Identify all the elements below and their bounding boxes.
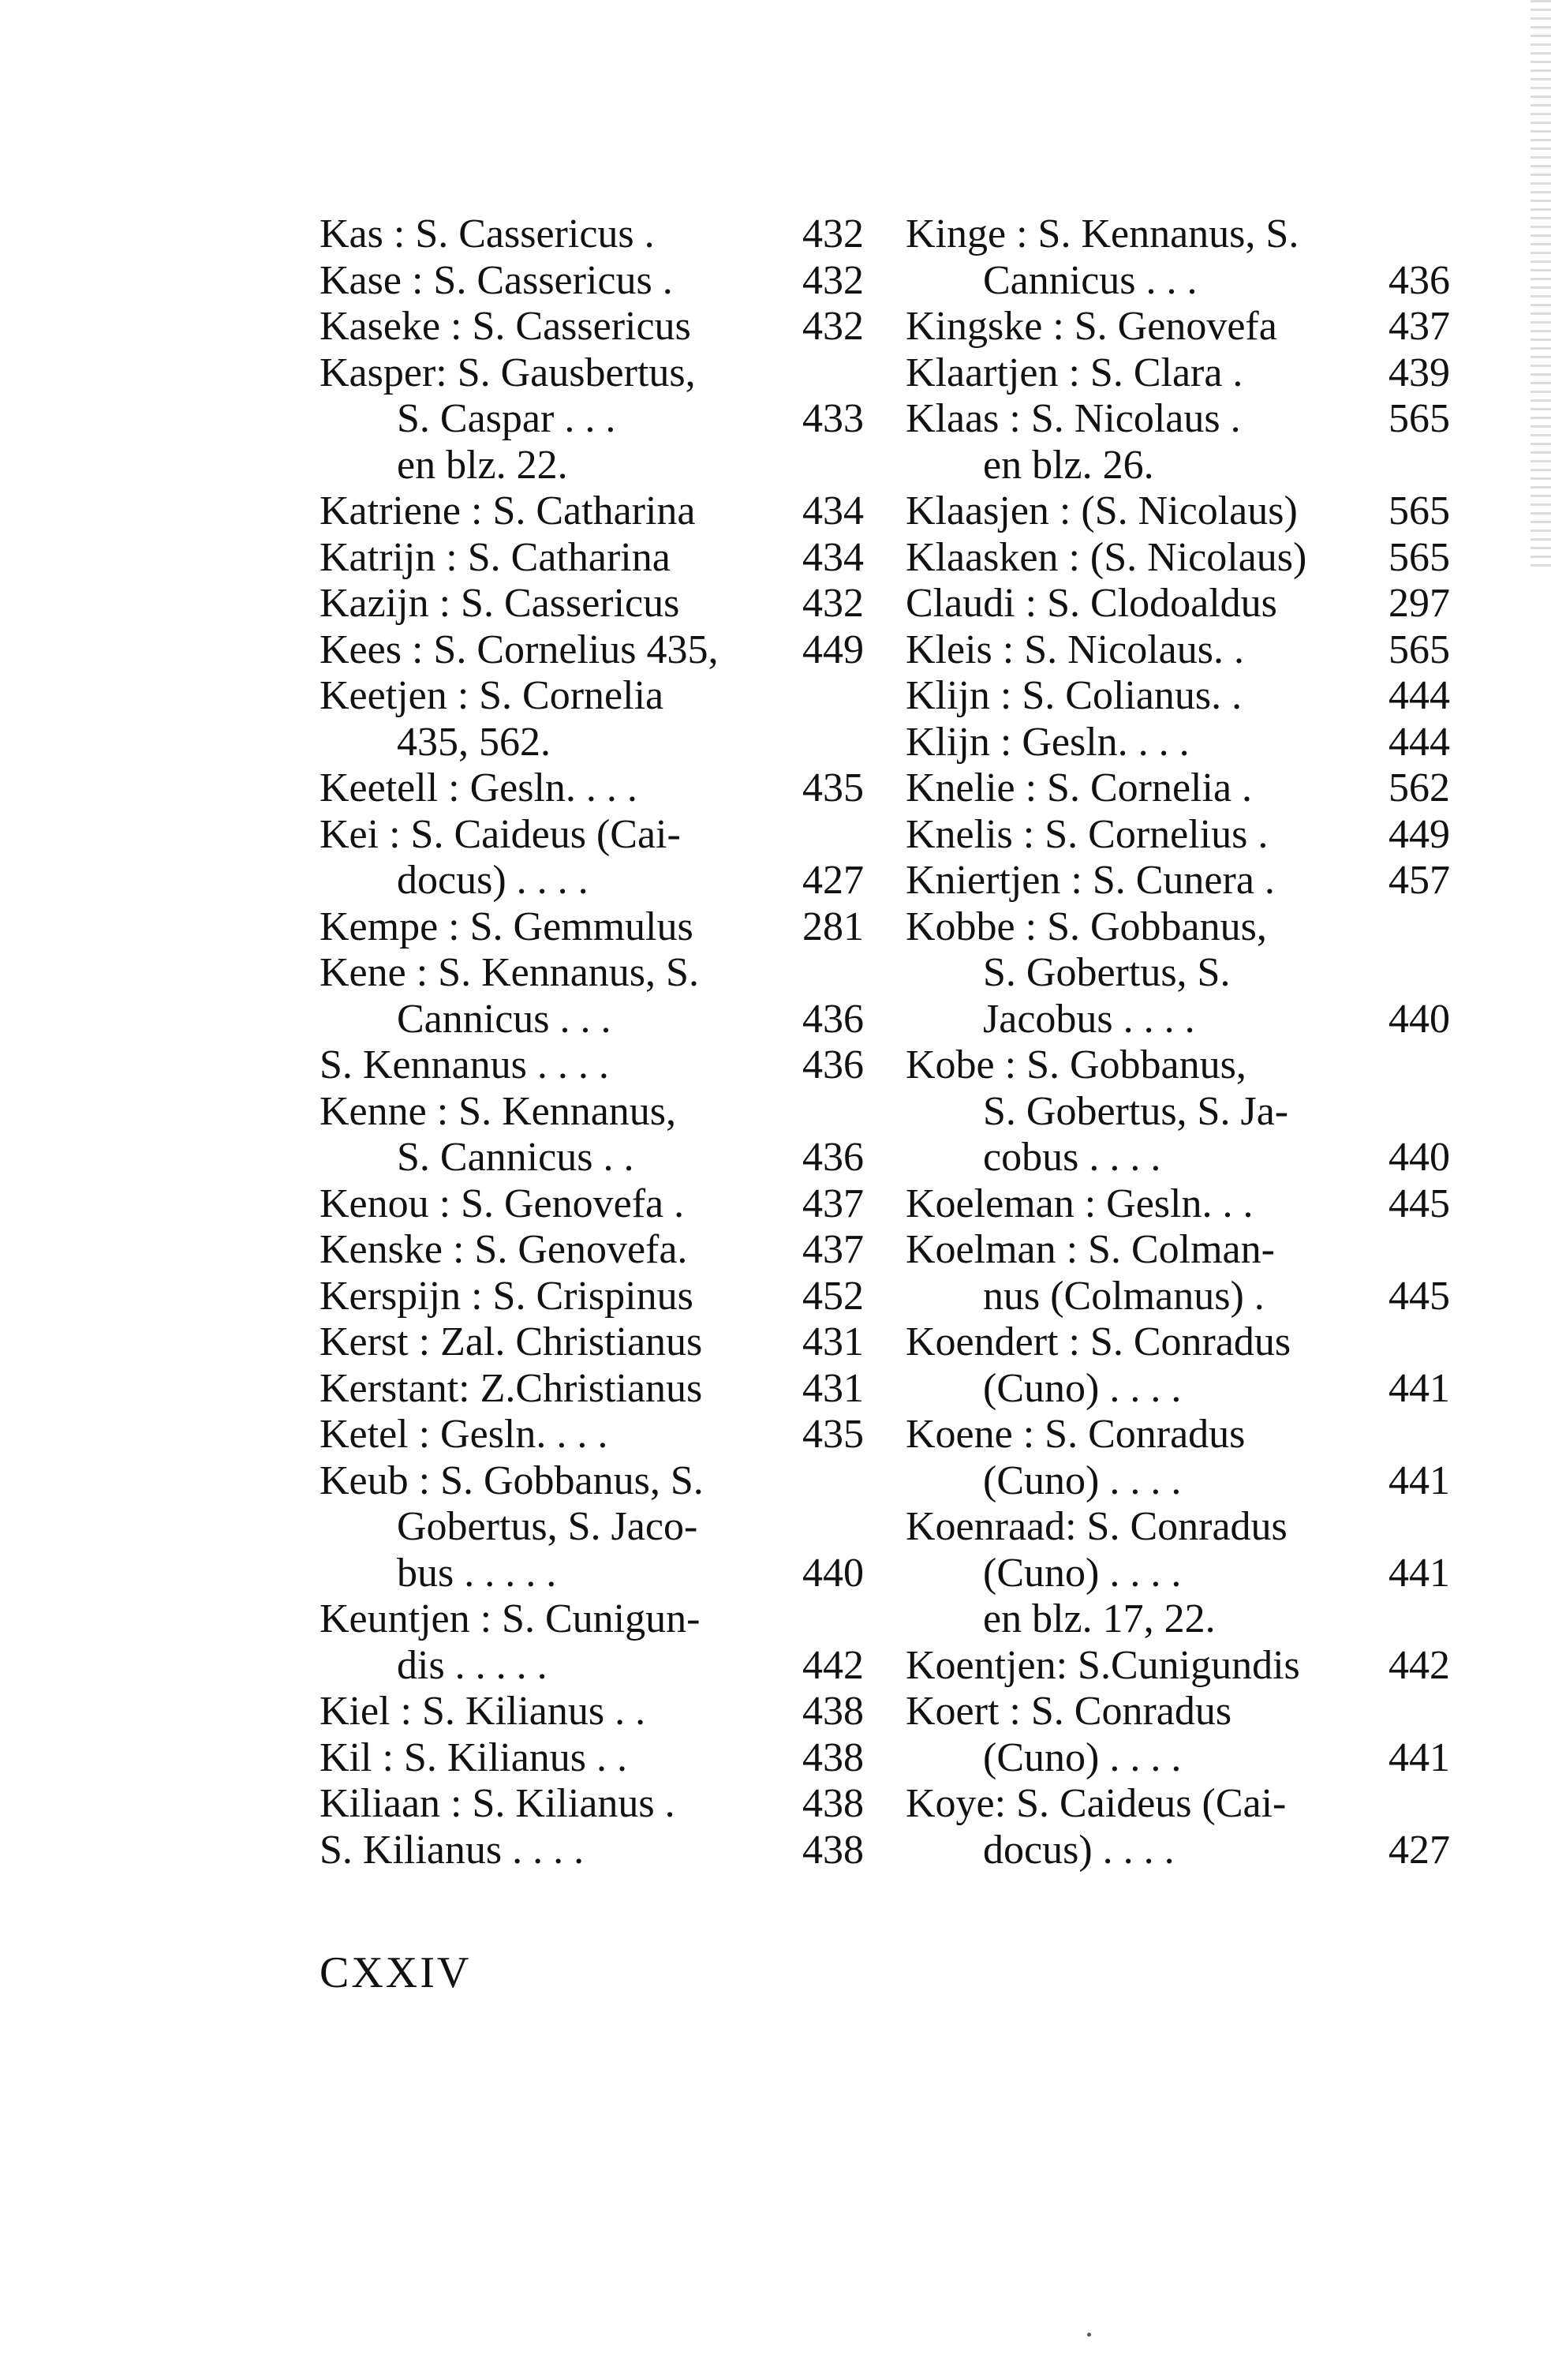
index-entry [320,211,864,258]
index-column-left [320,211,864,1873]
entry-text: (Cuno) . . . . [983,1550,1182,1596]
entry-text: Kenou : S. Genovefa . [320,1181,685,1226]
index-entry [320,904,864,951]
index-entry [320,720,864,766]
entry-text: Kniertjen : S. Cunera . [906,858,1275,903]
entry-text: en blz. 26. [983,442,1154,488]
entry-page-number: 436 [802,1135,864,1180]
entry-page-number: 427 [802,858,864,903]
entry-page-number: 444 [1388,719,1450,765]
entry-page-number: 435 [802,1412,864,1457]
entry-page-number: 441 [1388,1734,1450,1780]
index-entry [906,1412,1450,1458]
entry-text: (Cuno) . . . . [983,1734,1182,1780]
entry-text: Katriene : S. Catharina [320,488,696,533]
entry-text: Koene : S. Conradus [906,1412,1246,1457]
index-entry [906,1689,1450,1735]
entry-text: S. Kennanus . . . . [320,1042,609,1087]
entry-text: Kiliaan : S. Kilianus . [320,1781,675,1826]
index-entry [320,997,864,1043]
entry-page-number: 432 [802,304,864,349]
index-entry [320,1643,864,1690]
entry-page-number: 441 [1388,1458,1450,1503]
entry-text: S. Gobertus, S. Ja- [983,1088,1289,1134]
entry-text: Kinge : S. Kennanus, S. [906,211,1299,256]
index-entry [320,1181,864,1228]
entry-page-number: 439 [1388,350,1450,395]
index-entry [906,211,1450,258]
entry-text: Kerst : Zal. Christianus [320,1319,703,1364]
index-entry [320,812,864,859]
scan-edge-artifact [1530,0,1551,568]
entry-page-number: 437 [802,1181,864,1226]
entry-text: Klijn : Gesln. . . . [906,719,1190,765]
entry-text: Kobe : S. Gobbanus, [906,1042,1246,1087]
index-entry [906,1643,1450,1690]
entry-text: Cannicus . . . [397,996,611,1042]
entry-text: Kempe : S. Gemmulus [320,904,693,949]
entry-text: Knelie : S. Cornelia . [906,765,1253,810]
entry-text: dis . . . . . [397,1642,548,1688]
page-number: CXXIV [320,1948,472,1997]
entry-page-number: 440 [1388,1135,1450,1180]
entry-text: Kingske : S. Genovefa [906,304,1277,349]
entry-page-number: 436 [802,996,864,1042]
entry-text: cobus . . . . [983,1135,1161,1180]
entry-text: Kei : S. Caideus (Cai- [320,811,681,857]
entry-text: S. Caspar . . . [397,396,616,441]
index-entry [320,1551,864,1597]
entry-page-number: 565 [1388,534,1450,580]
entry-text: Kasper: S. Gausbertus, [320,350,696,395]
entry-page-number: 441 [1388,1365,1450,1411]
index-entry [320,535,864,582]
index-entry [906,1227,1450,1274]
index-entry [906,350,1450,397]
index-entry [320,488,864,535]
entry-page-number: 440 [1388,996,1450,1042]
index-entry [320,858,864,904]
entry-text: Koye: S. Caideus (Cai- [906,1781,1287,1826]
index-column-right [906,211,1450,1873]
index-entry [320,950,864,997]
index-entry [906,581,1450,627]
scan-speck [1087,2333,1091,2337]
index-entry [320,1596,864,1643]
index-entry [906,488,1450,535]
index-entry [320,1781,864,1828]
entry-text: Kenne : S. Kennanus, [320,1088,677,1134]
index-entry [906,258,1450,305]
entry-page-number: 444 [1388,673,1450,718]
index-entry [906,765,1450,812]
index-entry [906,1366,1450,1413]
index-entry [906,812,1450,859]
index-entry [906,1181,1450,1228]
entry-text: S. Cannicus . . [397,1135,634,1180]
index-entry [320,1274,864,1320]
entry-page-number: 434 [802,534,864,580]
index-entry [320,1227,864,1274]
index-entry [906,1735,1450,1782]
index-entry [906,1828,1450,1874]
index-entry [320,1135,864,1181]
entry-text: Koentjen: S.Cunigundis [906,1642,1300,1688]
entry-text: nus (Colmanus) . [983,1273,1265,1319]
entry-page-number: 433 [802,396,864,441]
entry-page-number: 297 [1388,581,1450,626]
entry-page-number: 432 [802,211,864,256]
entry-page-number: 432 [802,257,864,303]
index-entry [320,443,864,489]
entry-page-number: 457 [1388,858,1450,903]
index-entry [906,1596,1450,1643]
entry-text: Koelman : S. Colman- [906,1227,1275,1272]
entry-text: docus) . . . . [983,1827,1175,1873]
entry-page-number: 449 [1388,811,1450,857]
entry-text: Koendert : S. Conradus [906,1319,1291,1364]
index-entry [320,304,864,350]
entry-text: bus . . . . . [397,1550,557,1596]
index-entry [906,720,1450,766]
index-entry [906,673,1450,720]
index-entry [906,1135,1450,1181]
entry-text: Gobertus, S. Jaco- [397,1504,698,1549]
entry-text: Keetell : Gesln. . . . [320,765,637,810]
index-entry [906,858,1450,904]
index-entry [320,1366,864,1413]
entry-text: Kerspijn : S. Crispinus [320,1273,693,1319]
index-entry [906,396,1450,443]
entry-page-number: 432 [802,581,864,626]
entry-text: Jacobus . . . . [983,996,1195,1042]
index-entry [320,765,864,812]
index-entry [320,1319,864,1366]
entry-text: Kase : S. Cassericus . [320,257,673,303]
index-entry [906,535,1450,582]
index-entry [906,1504,1450,1551]
entry-page-number: 281 [802,904,864,949]
entry-text: (Cuno) . . . . [983,1458,1182,1503]
entry-text: Klaas : S. Nicolaus . [906,396,1241,441]
entry-text: Kene : S. Kennanus, S. [320,950,699,995]
entry-page-number: 438 [802,1781,864,1826]
index-entry [906,627,1450,674]
entry-text: Kiel : S. Kilianus . . [320,1689,646,1734]
entry-page-number: 436 [802,1042,864,1087]
index-entry [320,1412,864,1458]
entry-text: docus) . . . . [397,858,589,903]
index-entry [906,997,1450,1043]
entry-text: Koeleman : Gesln. . . [906,1181,1254,1226]
entry-text: Kaseke : S. Cassericus [320,304,691,349]
index-entry [320,1735,864,1782]
entry-text: Klaasken : (S. Nicolaus) [906,534,1307,580]
index-entry [906,1319,1450,1366]
entry-text: (Cuno) . . . . [983,1365,1182,1411]
entry-text: Kenske : S. Genovefa. [320,1227,688,1272]
index-entry [320,1458,864,1505]
entry-text: Keetjen : S. Cornelia [320,673,664,718]
entry-text: en blz. 17, 22. [983,1596,1216,1641]
index-entry [906,1274,1450,1320]
index-entry [320,1689,864,1735]
index-entry [906,950,1450,997]
entry-page-number: 445 [1388,1181,1450,1226]
entry-text: Koert : S. Conradus [906,1689,1232,1734]
entry-page-number: 434 [802,488,864,533]
index-entry [320,673,864,720]
index-entry [906,443,1450,489]
entry-text: Kobbe : S. Gobbanus, [906,904,1267,949]
entry-text: Kerstant: Z.Christianus [320,1365,703,1411]
entry-text: Klaasjen : (S. Nicolaus) [906,488,1298,533]
index-entry [320,1042,864,1089]
entry-text: Koenraad: S. Conradus [906,1504,1288,1549]
entry-page-number: 442 [802,1642,864,1688]
entry-text: Klijn : S. Colianus. . [906,673,1243,718]
entry-page-number: 445 [1388,1273,1450,1319]
entry-text: Keuntjen : S. Cunigun- [320,1596,701,1641]
entry-page-number: 449 [802,627,864,672]
entry-page-number: 435 [802,765,864,810]
index-entry [320,350,864,397]
index-entry [320,581,864,627]
entry-page-number: 438 [802,1827,864,1873]
entry-text: Klaartjen : S. Clara . [906,350,1243,395]
entry-text: Keub : S. Gobbanus, S. [320,1458,704,1503]
entry-text: Knelis : S. Cornelius . [906,811,1269,857]
entry-page-number: 431 [802,1319,864,1364]
entry-page-number: 431 [802,1365,864,1411]
entry-page-number: 440 [802,1550,864,1596]
entry-text: Cannicus . . . [983,257,1198,303]
entry-page-number: 565 [1388,627,1450,672]
entry-page-number: 562 [1388,765,1450,810]
entry-page-number: 565 [1388,396,1450,441]
index-entry [320,396,864,443]
entry-text: S. Gobertus, S. [983,950,1231,995]
entry-text: 435, 562. [397,719,551,765]
index-entry [906,304,1450,350]
entry-page-number: 437 [1388,304,1450,349]
index-entry [906,904,1450,951]
entry-text: en blz. 22. [397,442,568,488]
entry-text: Kleis : S. Nicolaus. . [906,627,1244,672]
entry-text: Kazijn : S. Cassericus [320,581,680,626]
entry-text: Ketel : Gesln. . . . [320,1412,608,1457]
entry-text: Katrijn : S. Catharina [320,534,671,580]
index-entry [906,1781,1450,1828]
entry-text: Kees : S. Cornelius 435, [320,627,719,672]
index-entry [320,627,864,674]
entry-page-number: 442 [1388,1642,1450,1688]
entry-page-number: 427 [1388,1827,1450,1873]
index-entry [906,1551,1450,1597]
entry-text: Kil : S. Kilianus . . [320,1734,628,1780]
index-entry [320,1828,864,1874]
index-entry [906,1089,1450,1136]
entry-page-number: 441 [1388,1550,1450,1596]
entry-page-number: 438 [802,1734,864,1780]
entry-page-number: 437 [802,1227,864,1272]
entry-page-number: 565 [1388,488,1450,533]
index-entry [320,1504,864,1551]
entry-text: Kas : S. Cassericus . [320,211,655,256]
index-entry [906,1042,1450,1089]
entry-page-number: 452 [802,1273,864,1319]
entry-text: Claudi : S. Clodoaldus [906,581,1277,626]
index-entry [320,1089,864,1136]
entry-text: S. Kilianus . . . . [320,1827,585,1873]
index-entry [320,258,864,305]
entry-page-number: 436 [1388,257,1450,303]
index-entry [906,1458,1450,1505]
entry-page-number: 438 [802,1689,864,1734]
